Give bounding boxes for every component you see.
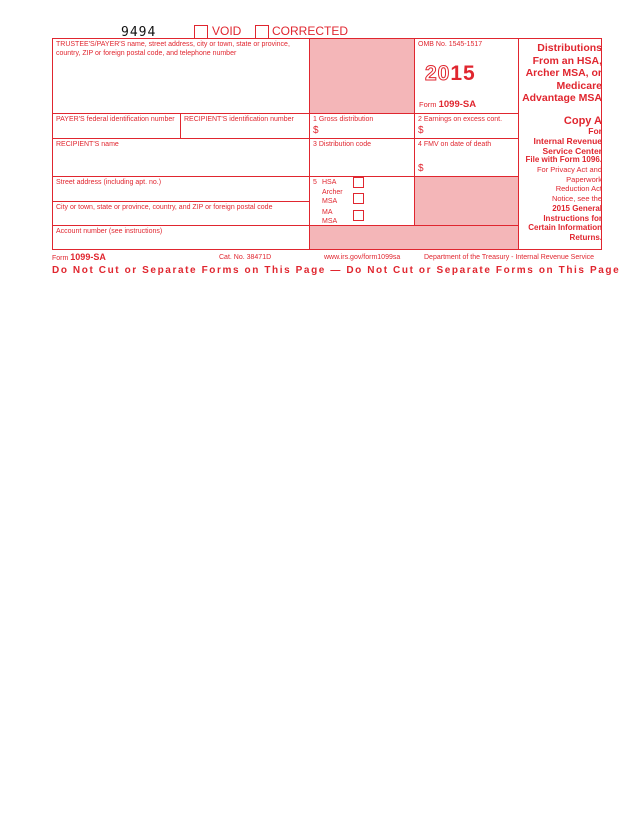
grid-line xyxy=(414,38,415,225)
grid-line xyxy=(52,201,309,202)
catalog-number: Cat. No. 38471D xyxy=(219,254,272,261)
box4-label: 4 FMV on date of death xyxy=(418,141,492,148)
irs-center: Internal Revenue Service Center xyxy=(533,136,602,156)
recipient-name-label: RECIPIENT'S name xyxy=(56,141,119,148)
city-label: City or town, state or province, country, and ZIP or foreign postal code xyxy=(56,204,273,211)
ma-msa-checkbox[interactable] xyxy=(353,210,364,221)
irs-website: www.irs.gov/form1099sa xyxy=(324,254,401,261)
hsa-label: HSA xyxy=(322,179,337,186)
ma-msa-label: MA MSA xyxy=(322,209,338,225)
box1-dollar: $ xyxy=(313,125,319,136)
form-name: Form 1099-SA xyxy=(419,99,477,110)
box3-label: 3 Distribution code xyxy=(313,141,371,148)
tax-year: 2015 xyxy=(425,62,476,85)
box1-label: 1 Gross distribution xyxy=(313,116,374,123)
grid-line xyxy=(52,176,518,177)
form-type-number: 9494 xyxy=(121,25,157,40)
void-label: VOID xyxy=(212,24,242,38)
void-checkbox[interactable] xyxy=(194,25,208,39)
box2-dollar: $ xyxy=(418,125,424,136)
payer-name-label: TRUSTEE'S/PAYER'S name, street address, city or town, state or province, country, ZIP or foreign postal code, and telephone number xyxy=(56,41,290,57)
corrected-checkbox[interactable] xyxy=(255,25,269,39)
general-instructions: 2015 General Instructions for Certain Information Returns. xyxy=(528,204,602,242)
file-with: File with Form 1096. xyxy=(525,155,602,164)
do-not-cut-notice xyxy=(52,265,621,276)
account-number-label: Account number (see instructions) xyxy=(56,228,163,235)
omb-number: OMB No. 1545-1517 xyxy=(418,41,483,48)
box5-label: 5 xyxy=(313,179,317,186)
copy-a: Copy A xyxy=(563,115,602,127)
box2-label: 2 Earnings on excess cont. xyxy=(418,116,503,123)
grid-line xyxy=(52,138,518,139)
corrected-label: CORRECTED xyxy=(272,24,349,38)
treasury-department: Department of the Treasury - Internal Revenue Service xyxy=(424,254,595,261)
grid-line xyxy=(52,113,518,114)
grid-line xyxy=(52,225,518,226)
archer-msa-label: Archer MSA xyxy=(322,189,343,205)
recipient-tin-label: RECIPIENT'S identification number xyxy=(184,116,294,123)
payer-tin-label: PAYER'S federal identification number xyxy=(56,116,175,123)
street-address-label: Street address (including apt. no.) xyxy=(56,179,162,186)
grid-line xyxy=(518,38,519,250)
do-not-cut-text: Do Not Cut or Separate Forms on This Page — Do Not Cut or Separate Forms on This Page xyxy=(52,265,621,276)
grid-line xyxy=(309,38,310,250)
hsa-checkbox[interactable] xyxy=(353,177,364,188)
privacy-notice: For Privacy Act and Paperwork Reduction Act Notice, see the xyxy=(536,165,602,203)
grid-line xyxy=(180,113,181,138)
box4-dollar: $ xyxy=(418,163,424,174)
copy-for: For xyxy=(588,126,602,136)
archer-msa-checkbox[interactable] xyxy=(353,193,364,204)
footer-form-name: Form 1099-SA xyxy=(52,252,106,262)
form-title: Distributions From an HSA, Archer MSA, or Medicare Advantage MSA xyxy=(522,42,602,104)
